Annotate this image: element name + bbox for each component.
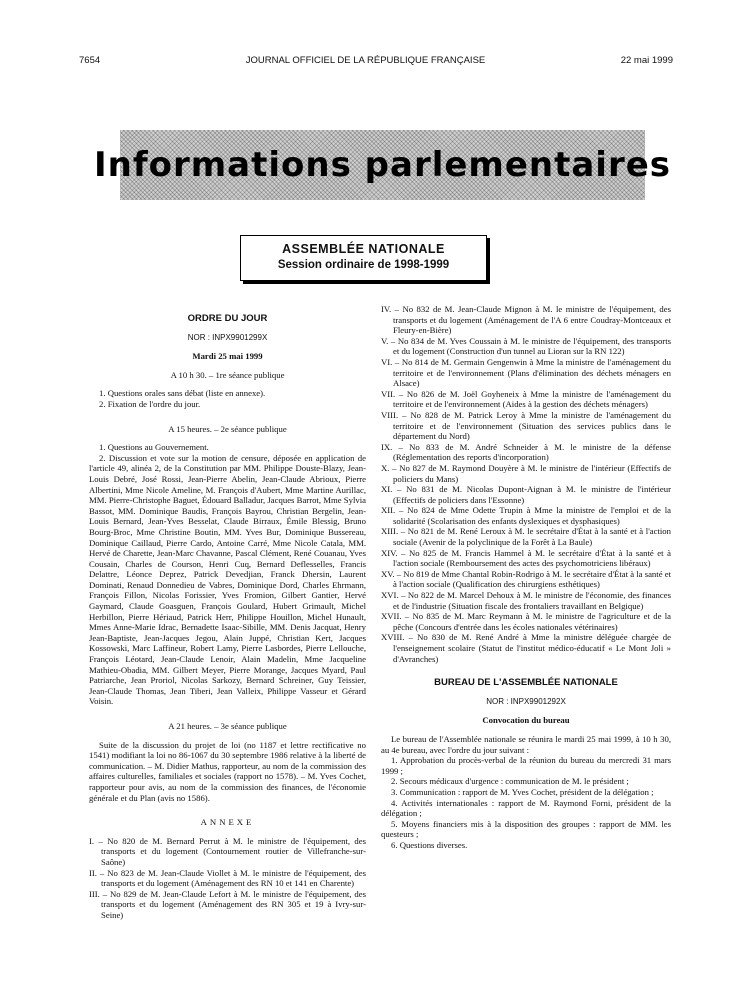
annex-item: XII. – No 824 de Mme Odette Trupin à Mme la ministre de l'emploi et de la solidarité (Scolarisation des enfants dyslexiques et dysphasiques) [381,505,671,526]
annex-item: II. – No 823 de M. Jean-Claude Viollet à M. le ministre de l'équipement, des transports et du logement (Aménagement des RN 10 et 141 en Charente) [89,867,366,889]
sitting-3-text: Suite de la discussion du projet de loi (no 1187 et lettre rectificative no 1541) modifiant la loi no 86-1067 du 30 septembre 1986 relative à la liberté de communication. – M. Didier Mathus, rapporteur, au nom de la commission des affaires culturelles, familiales et sociales (rapport no 1578). – M. Yves Cochet, rapporteur pour avis, au nom de la commission des finances, de l'économie générale et du Plan (avis no 1586). [89,739,366,803]
annex-item: XI. – No 831 de M. Nicolas Dupont-Aignan à M. le ministre de l'intérieur (Effectifs de policiers dans l'Essonne) [381,484,671,505]
assembly-name: ASSEMBLÉE NATIONALE [282,242,445,256]
section-banner [93,130,672,200]
sitting-date: Mardi 25 mai 1999 [192,351,263,362]
annex-item: XVII. – No 835 de M. Marc Reymann à M. le ministre de l'agriculture et de la pêche (Concours d'entrée dans les écoles nationales vétérinaires) [381,611,671,632]
bureau-heading: BUREAU DE L'ASSEMBLÉE NATIONALE [434,677,618,689]
annex-item: V. – No 834 de M. Yves Coussain à M. le ministre de l'équipement, des transports et du logement (Construction d'un tunnel au Lioran sur la RN 122) [381,335,671,357]
nor-reference: NOR : INPX9901292X [486,696,566,706]
annex-item: XIV. – No 825 de M. Francis Hammel à M. le secrétaire d'État à la santé et à l'action sociale (Remboursement des actes des psychomotriciens libéraux) [381,547,671,569]
sitting-1-title: A 10 h 30. – 1re séance publique [170,369,285,380]
convocation-item: 5. Moyens financiers mis à la disposition des groupes : rapport de MM. les questeurs ; [381,818,671,840]
annex-item: X. – No 827 de M. Raymond Douyère à M. le ministre de l'intérieur (Effectifs de policiers du Mans) [381,462,671,484]
censure-motion-text: 2. Discussion et vote sur la motion de censure, déposée en application de l'article 49, alinéa 2, de la Constitution par MM. Philippe Douste-Blazy, Jean-Louis Debré, José Rossi, Jean-Pierre Abelin, Jean-Claude Abrioux, Pierre Albertini, Mme Nicole Ameline, M. François d'Aubert, Mme Martine Aurillac, MM. Pierre-Christophe Baguet, Édouard Balladur, Jacques Barrot, Mme Sylvia Bassot, MM. Dominique Baudis, François Bayrou, Christian Bergelin, Jean-Louis Bernard, Jean-Yves Besselat, Claude Birraux, Émile Blessig, Bruno Bourg-Broc, Mme Christine Boutin, MM. Yves Bur, Dominique Bussereau, Dominique Caillaud, Pierre Cardo, Antoine Carré, Mme Nicole Catala, MM. Hervé de Charette, Jean-Marc Chavanne, Pascal Clément, René Couanau, Yves Cousain, Charles de Courson, Henri Cuq, Bernard Deflesselles, Francis Delattre, Léonce Deprez, Patrick Devedjian, Franck Dhersin, Laurent Dominati, Renaud Donnedieu de Vabres, Dominique Dord, Charles Ehrmann, François Fillon, Nicolas Forissier, Yves Fromion, Gilbert Gantier, Hervé Gaymard, Claude Goasguen, François Goulard, Hubert Grimault, Michel Herbillon, Pierre Hériaud, Patrick Herr, Philippe Houillon, Michel Hunault, Mmes Anne-Marie Idrac, Bernadette Isaac-Sibille, MM. Denis Jacquat, Henry Jean-Baptiste, Jean-Jacques Jegou, Alain Juppé, Christian Kert, Jacques Kossowski, Marc Laffineur, Robert Lamy, Pierre Lasbordes, Pierre Lellouche, François Léotard, Jean-Claude Lenoir, Alain Madelin, Mme Jacqueline Mathieu-Obadia, MM. Gilbert Meyer, Pierre Morange, Jacques Myard, Paul Patriarche, Jean Proriol, Nicolas Sarkozy, Bernard Schreiner, Guy Teissier, Jean-Claude Thomas, Jean Tiberi, Jean Valleix, Philippe Vasseur et Gérard Voisin. [89,452,366,707]
annex-item: I. – No 820 de M. Bernard Perrut à M. le ministre de l'équipement, des transports et du logement (Contournement routier de Villefranche-sur-Saône) [89,835,366,867]
convocation-item: 1. Approbation du procès-verbal de la réunion du bureau du mercredi 31 mars 1999 ; [381,755,671,776]
left-column [89,314,366,921]
convocation-item: 4. Activités internationales : rapport de M. Raymond Forni, président de la délégation ; [381,797,671,819]
convocation-item: 2. Secours médicaux d'urgence : communication de M. le président ; [391,776,629,787]
convocation-item: 6. Questions diverses. [391,839,468,850]
nor-reference: NOR : INPX9901299X [187,332,268,342]
annex-item: VII. – No 826 de M. Joël Goyheneix à Mme la ministre de l'aménagement du territoire et de l'environnement (Aides à la gestion des déchets ménagers) [381,388,671,410]
annex-item: III. – No 829 de M. Jean-Claude Lefort à M. le ministre de l'équipement, des transports et du logement (Aménagement des RN 305 et 19 à Ivry-sur-Seine) [89,888,366,920]
page-number: 7654 [79,55,101,66]
annex-item: XVIII. – No 830 de M. René André à Mme la ministre déléguée chargée de l'enseignement scolaire (Statut de l'institut médico-éducatif « Le Mont Joli » d'Avranches) [381,632,671,664]
assembly-box [240,235,487,281]
agenda-heading: ORDRE DU JOUR [187,313,268,324]
annex-item: XVI. – No 822 de M. Marcel Dehoux à M. le ministre de l'économie, des finances et de l'industrie (Situation fiscale des frontaliers travaillant en Belgique) [381,590,671,611]
annex-item: VI. – No 814 de M. Germain Gengenwin à Mme la ministre de l'aménagement du territoire et de l'environnement (Plans d'élimination des déchets ménagers en Alsace) [381,356,671,389]
convocation-item: 3. Communication : rapport de M. Yves Cochet, président de la délégation ; [391,786,654,797]
annex-item: XIII. – No 821 de M. René Leroux à M. le secrétaire d'État à la santé et à l'action sociale (Avenir de la polyclinique de la Forêt à La Baule) [381,526,671,548]
annex-item: IV. – No 832 de M. Jean-Claude Mignon à M. le ministre de l'équipement, des transports et du logement (Aménagement de l'A 6 entre Coudray-Montceaux et Fleury-en-Bière) [381,304,671,336]
issue-date: 22 mai 1999 [620,55,673,66]
session-label: Session ordinaire de 1998-1999 [277,259,450,271]
annex-item: IX. – No 833 de M. André Schneider à M. le ministre de la défense (Réglementation des reports d'incorporation) [381,441,671,463]
annex-item: VIII. – No 828 de M. Patrick Leroy à Mme la ministre de l'aménagement du territoire et de l'environnement (Situation des services publics dans le département du Nord) [381,409,671,442]
convocation-title: Convocation du bureau [482,715,570,726]
banner-title: Informations parlementaires [93,145,672,185]
sitting-2-item: 1. Questions au Gouvernement. [99,442,209,453]
sitting-2-title: A 15 heures. – 2e séance publique [168,423,287,434]
right-column [381,304,671,851]
annex-heading: ANNEXE [200,817,255,828]
sitting-1-item: 2. Fixation de l'ordre du jour. [99,398,201,409]
convocation-text: Le bureau de l'Assemblée nationale se réunira le mardi 25 mai 1999, à 10 h 30, au 4e bureau, avec l'ordre du jour suivant : [381,733,671,755]
sitting-1-item: 1. Questions orales sans débat (liste en annexe). [99,388,266,399]
annex-item: XV. – No 819 de Mme Chantal Robin-Rodrigo à M. le secrétaire d'État à la santé et à l'action sociale (Qualification des chirurgiens esthétiques) [381,568,671,590]
sitting-3-title: A 21 heures. – 3e séance publique [168,721,287,731]
page-header [0,55,731,69]
journal-title: JOURNAL OFFICIEL DE LA RÉPUBLIQUE FRANÇAISE [245,55,486,66]
